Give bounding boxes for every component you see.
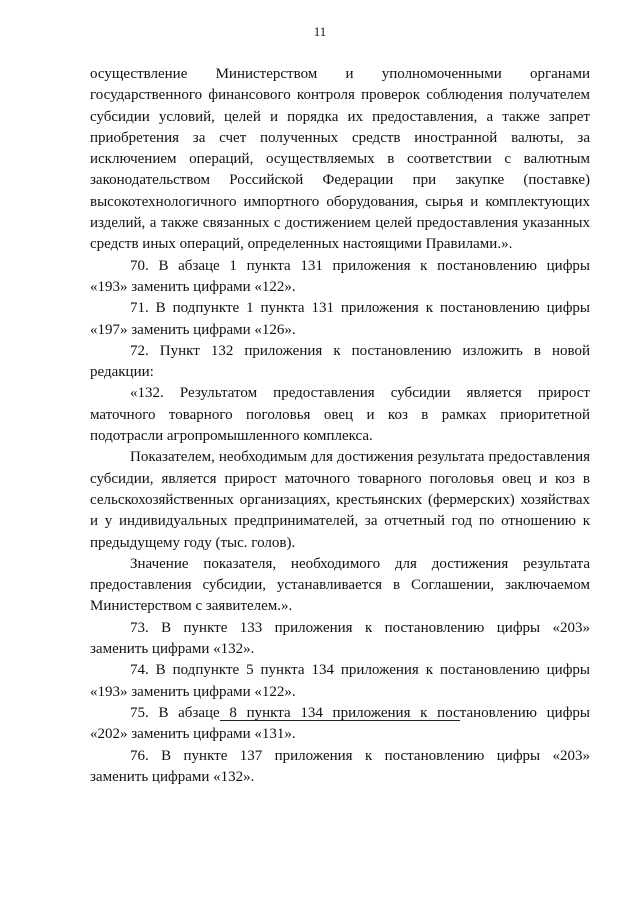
text-line: предыдущему году (тыс. голов). bbox=[90, 534, 296, 551]
text-line: исключением операций, осуществляемых в соответствии с валютным bbox=[90, 151, 590, 168]
text-line: Значение показателя, необходимого для достижения результата bbox=[130, 555, 590, 572]
text-line: приобретения за счет полученных средств иностранной валюты, за bbox=[90, 129, 590, 146]
text-line: изделий, а также связанных с достижением целей предоставления указанных bbox=[90, 215, 590, 232]
text-line: 75. В абзаце 8 пункта 134 приложения к постановлению цифры bbox=[130, 704, 590, 721]
text-line: «197» заменить цифрами «126». bbox=[90, 321, 296, 338]
text-line: заменить цифрами «132». bbox=[90, 768, 255, 785]
text-line: Показателем, необходимым для достижения результата предоставления bbox=[130, 449, 590, 466]
text-line: 73. В пункте 133 приложения к постановлению цифры «203» bbox=[130, 619, 590, 636]
text-line: 76. В пункте 137 приложения к постановлению цифры «203» bbox=[130, 747, 590, 764]
text-line: высокотехнологичного импортного оборудования, сырья и комплектующих bbox=[90, 193, 590, 210]
text-line: 72. Пункт 132 приложения к постановлению изложить в новой bbox=[130, 342, 590, 359]
text-line: государственного финансового контроля проверок соблюдения получателем bbox=[90, 87, 590, 104]
text-line: субсидии, является прирост маточного товарного поголовья овец и коз в bbox=[90, 470, 590, 487]
text-line: законодательством Российской Федерации при закупке (поставке) bbox=[90, 172, 590, 189]
text-line: «193» заменить цифрами «122». bbox=[90, 683, 296, 700]
text-line: субсидии условий, целей и порядка их предоставления, а также запрет bbox=[90, 108, 590, 125]
text-line: «202» заменить цифрами «131». bbox=[90, 726, 296, 743]
document-body bbox=[90, 64, 590, 788]
text-line: редакции: bbox=[90, 364, 154, 381]
text-line: подотрасли агропромышленного комплекса. bbox=[90, 428, 373, 445]
text-line: «132. Результатом предоставления субсидии является прирост bbox=[130, 385, 590, 402]
text-line: 71. В подпункте 1 пункта 131 приложения к постановлению цифры bbox=[130, 300, 590, 317]
text-line: и у индивидуальных предпринимателей, за отчетный год по отношению к bbox=[90, 513, 590, 530]
text-line: средств иных операций, определенных настоящими Правилами.». bbox=[90, 236, 513, 253]
text-line: предоставления субсидии, устанавливается в Соглашении, заключаемом bbox=[90, 577, 590, 594]
text-line: Министерством с заявителем.». bbox=[90, 598, 293, 615]
text-line: осуществление Министерством и уполномоченными органами bbox=[90, 66, 590, 82]
closing-rule bbox=[220, 720, 460, 721]
text-line: сельскохозяйственных организациях, крестьянских (фермерских) хозяйствах bbox=[90, 491, 590, 508]
text-line: «193» заменить цифрами «122». bbox=[90, 278, 296, 295]
text-line: заменить цифрами «132». bbox=[90, 641, 255, 658]
page-number: 11 bbox=[313, 24, 327, 39]
text-line: маточного товарного поголовья овец и коз в рамках приоритетной bbox=[90, 406, 590, 423]
text-line: 74. В подпункте 5 пункта 134 приложения к постановлению цифры bbox=[130, 662, 590, 679]
text-line: 70. В абзаце 1 пункта 131 приложения к постановлению цифры bbox=[130, 257, 590, 274]
